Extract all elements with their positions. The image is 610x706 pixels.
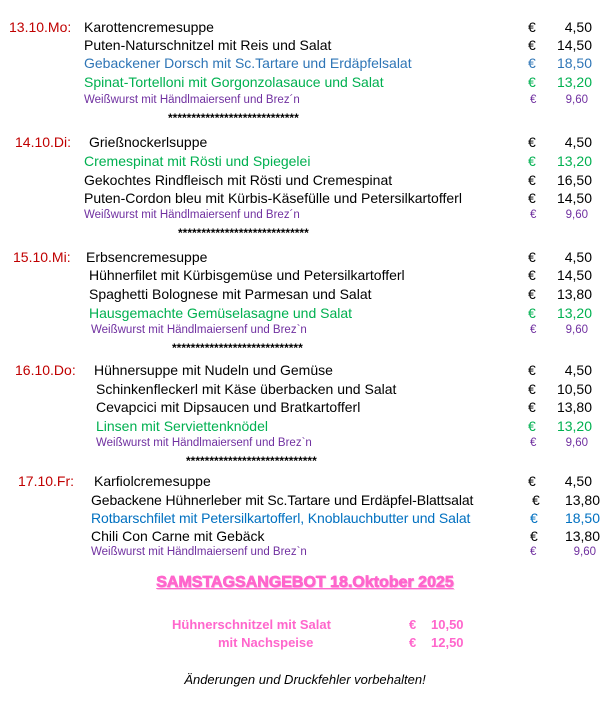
dish-name: Linsen mit Serviettenknödel bbox=[96, 418, 268, 434]
menu-row bbox=[0, 322, 610, 340]
currency: € bbox=[528, 473, 536, 489]
currency: € bbox=[528, 172, 536, 188]
menu-row bbox=[0, 399, 610, 417]
currency: € bbox=[528, 19, 536, 35]
currency: € bbox=[528, 381, 536, 397]
price: 9,60 bbox=[565, 324, 588, 336]
saturday-item-price: 12,50 bbox=[431, 635, 464, 650]
dish-name: Chili Con Carne mit Gebäck bbox=[91, 528, 265, 544]
price: 4,50 bbox=[564, 473, 592, 489]
currency: € bbox=[528, 190, 536, 206]
dish-name: Puten-Cordon bleu mit Kürbis-Käsefülle und Petersilkartofferl bbox=[84, 190, 462, 206]
menu-row bbox=[0, 37, 610, 55]
menu-row bbox=[0, 418, 610, 436]
menu-row bbox=[0, 153, 610, 171]
currency: € bbox=[530, 209, 537, 221]
menu-row bbox=[0, 19, 610, 37]
price: 13,20 bbox=[556, 153, 592, 169]
dish-name: Grießnockerlsuppe bbox=[89, 134, 208, 150]
currency: € bbox=[530, 437, 537, 449]
currency: € bbox=[530, 546, 537, 558]
dish-name: Hausgemachte Gemüselasagne und Salat bbox=[89, 305, 353, 321]
saturday-item-name: Hühnerschnitzel mit Salat bbox=[172, 617, 331, 632]
menu-row bbox=[0, 510, 610, 528]
day-label: 15.10.Mi: bbox=[13, 249, 71, 265]
day-label: 16.10.Do: bbox=[15, 362, 76, 378]
currency: € bbox=[528, 286, 536, 302]
price: 9,60 bbox=[565, 209, 588, 221]
menu-row bbox=[0, 286, 610, 304]
currency: € bbox=[528, 37, 536, 53]
price: 18,50 bbox=[556, 55, 592, 71]
currency: € bbox=[528, 418, 536, 434]
price: 14,50 bbox=[556, 267, 592, 283]
menu-row bbox=[0, 74, 610, 92]
currency: € bbox=[530, 94, 537, 106]
menu-row bbox=[0, 492, 610, 510]
price: 13,20 bbox=[556, 305, 592, 321]
price: 18,50 bbox=[564, 510, 600, 526]
menu-row bbox=[0, 267, 610, 285]
currency: € bbox=[528, 55, 536, 71]
dish-name: Gebackener Dorsch mit Sc.Tartare und Erdäpfelsalat bbox=[84, 55, 412, 71]
dish-name: Gebackene Hühnerleber mit Sc.Tartare und Erdäpfel-Blattsalat bbox=[91, 492, 474, 508]
menu-row bbox=[0, 381, 610, 399]
menu-row bbox=[0, 544, 610, 562]
day-label: 17.10.Fr: bbox=[18, 473, 75, 489]
separator: **************************** bbox=[186, 454, 317, 468]
price: 14,50 bbox=[556, 190, 592, 206]
currency: € bbox=[530, 528, 538, 544]
currency: € bbox=[528, 267, 536, 283]
footer-disclaimer: Änderungen und Druckfehler vorbehalten! bbox=[184, 672, 426, 687]
dish-name: Spaghetti Bolognese mit Parmesan und Salat bbox=[89, 286, 372, 302]
day-label: 13.10.Mo: bbox=[9, 19, 72, 35]
price: 4,50 bbox=[564, 249, 592, 265]
price: 13,80 bbox=[556, 286, 592, 302]
currency: € bbox=[528, 399, 536, 415]
price: 9,60 bbox=[573, 546, 596, 558]
price: 9,60 bbox=[565, 437, 588, 449]
separator: **************************** bbox=[168, 111, 299, 125]
menu-row bbox=[0, 473, 610, 491]
currency: € bbox=[530, 510, 538, 526]
currency: € bbox=[528, 362, 536, 378]
dish-name: Weißwurst mit Händlmaiersenf und Brez`n bbox=[96, 437, 312, 449]
saturday-item-currency: € bbox=[409, 617, 417, 632]
menu-row bbox=[0, 55, 610, 73]
price: 4,50 bbox=[564, 19, 592, 35]
dish-name: Schinkenfleckerl mit Käse überbacken und Salat bbox=[96, 381, 397, 397]
dish-name: Karfiolcremesuppe bbox=[94, 473, 211, 489]
price: 13,80 bbox=[556, 399, 592, 415]
price: 9,60 bbox=[565, 94, 588, 106]
currency: € bbox=[532, 492, 540, 508]
separator: **************************** bbox=[178, 226, 309, 240]
price: 4,50 bbox=[564, 134, 592, 150]
dish-name: Hühnersuppe mit Nudeln und Gemüse bbox=[94, 362, 333, 378]
dish-name: Weißwurst mit Händlmaiersenf und Brez`n bbox=[91, 324, 307, 336]
dish-name: Puten-Naturschnitzel mit Reis und Salat bbox=[84, 37, 332, 53]
currency: € bbox=[528, 249, 536, 265]
dish-name: Karottencremesuppe bbox=[84, 19, 214, 35]
dish-name: Erbsencremesuppe bbox=[86, 249, 208, 265]
price: 13,80 bbox=[564, 528, 600, 544]
dish-name: Rotbarschfilet mit Petersilkartofferl, Knoblauchbutter und Salat bbox=[91, 510, 471, 526]
currency: € bbox=[528, 134, 536, 150]
price: 16,50 bbox=[556, 172, 592, 188]
menu-row bbox=[0, 92, 610, 110]
dish-name: Cevapcici mit Dipsaucen und Bratkartofferl bbox=[96, 399, 361, 415]
menu-row bbox=[0, 207, 610, 225]
menu-row bbox=[0, 249, 610, 267]
price: 13,20 bbox=[556, 418, 592, 434]
dish-name: Gekochtes Rindfleisch mit Rösti und Cremespinat bbox=[84, 172, 393, 188]
dish-name: Spinat-Tortelloni mit Gorgonzolasauce und Salat bbox=[84, 74, 384, 90]
menu-row bbox=[0, 435, 610, 453]
menu-row bbox=[0, 305, 610, 323]
price: 13,80 bbox=[564, 492, 600, 508]
currency: € bbox=[528, 153, 536, 169]
menu-row bbox=[0, 362, 610, 380]
menu-row bbox=[0, 190, 610, 208]
saturday-item-name: mit Nachspeise bbox=[218, 635, 314, 650]
currency: € bbox=[528, 305, 536, 321]
dish-name: Weißwurst mit Händlmaiersenf und Brez´n bbox=[84, 94, 300, 106]
dish-name: Weißwurst mit Händlmaiersenf und Brez`n bbox=[91, 546, 307, 558]
separator: **************************** bbox=[172, 341, 303, 355]
dish-name: Weißwurst mit Händlmaiersenf und Brez´n bbox=[84, 209, 300, 221]
currency: € bbox=[528, 74, 536, 90]
dish-name: Cremespinat mit Rösti und Spiegelei bbox=[84, 153, 311, 169]
price: 13,20 bbox=[556, 74, 592, 90]
price: 4,50 bbox=[564, 362, 592, 378]
price: 14,50 bbox=[556, 37, 592, 53]
menu-row bbox=[0, 134, 610, 152]
saturday-item-price: 10,50 bbox=[431, 617, 464, 632]
menu-row bbox=[0, 172, 610, 190]
dish-name: Hühnerfilet mit Kürbisgemüse und Petersilkartofferl bbox=[89, 267, 405, 283]
saturday-item-currency: € bbox=[409, 635, 417, 650]
day-label: 14.10.Di: bbox=[15, 134, 72, 150]
price: 10,50 bbox=[556, 381, 592, 397]
currency: € bbox=[530, 324, 537, 336]
saturday-offer-title: SAMSTAGSANGEBOT 18.Oktober 2025 bbox=[156, 574, 454, 591]
